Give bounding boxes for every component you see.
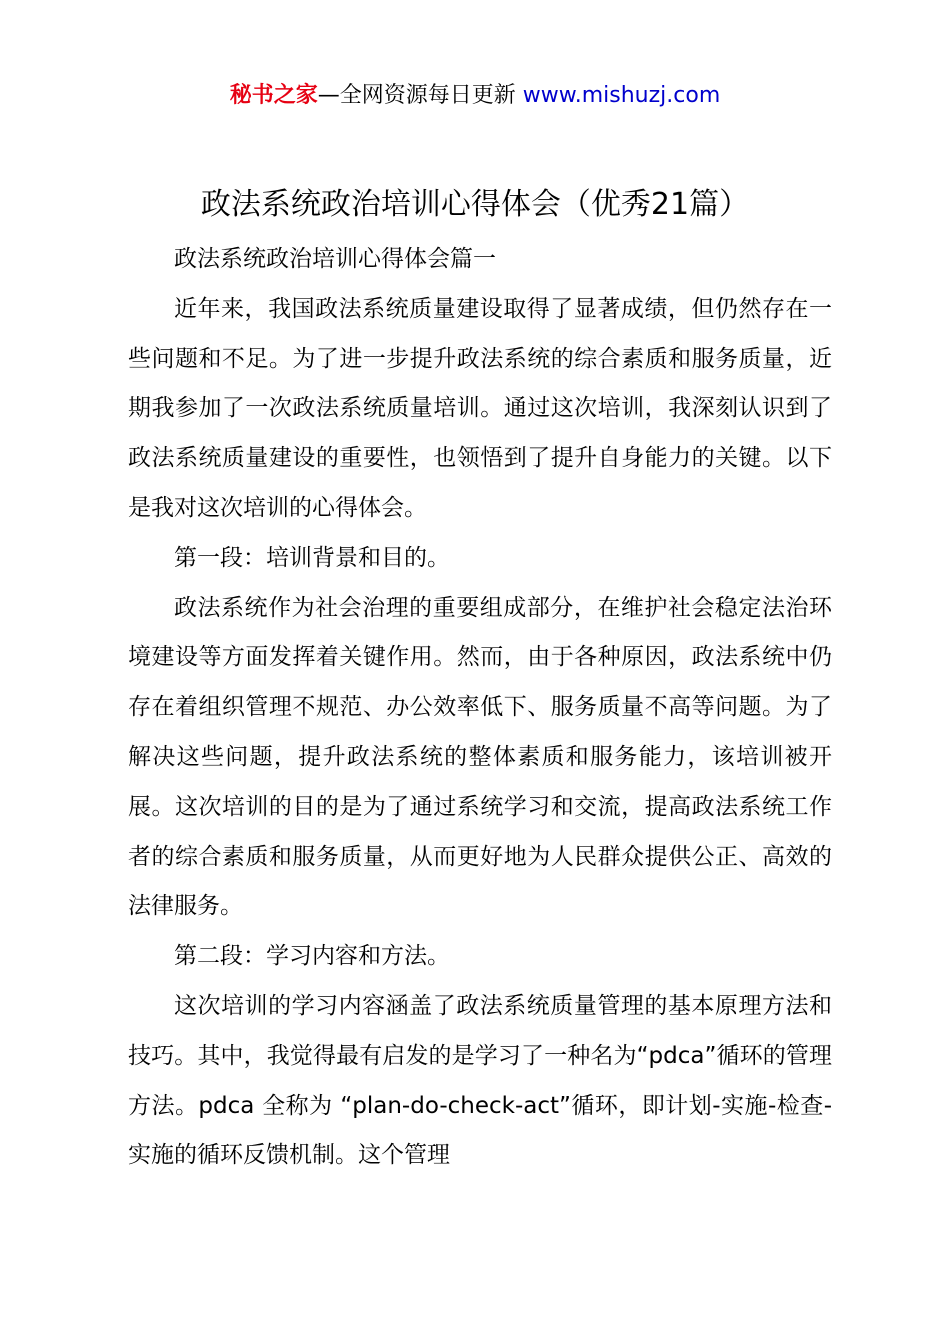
- paragraph: 政法系统作为社会治理的重要组成部分，在维护社会稳定法治环境建设等方面发挥着关键作用。然而，由于各种原因，政法系统中仍存在着组织管理不规范、办公效率低下、服务质量不高等问题。为了解决这些问题，提升政法系统的整体素质和服务能力，该培训被开展。这次培训的目的是为了通过系统学习和交流，提高政法系统工作者的综合素质和服务质量，从而更好地为人民群众提供公正、高效的法律服务。: [128, 594, 832, 920]
- paragraph: 近年来，我国政法系统质量建设取得了显著成绩，但仍然存在一些问题和不足。为了进一步提升政法系统的综合素质和服务质量，近期我参加了一次政法系统质量培训。通过这次培训，我深刻认识到了政法系统质量建设的重要性，也领悟到了提升自身能力的关键。以下是我对这次培训的心得体会。: [128, 295, 832, 521]
- brand-name: 秘书之家: [229, 83, 318, 108]
- header-tagline: —全网资源每日更新: [317, 83, 516, 108]
- site-url-link[interactable]: www.mishuzj.com: [522, 83, 721, 108]
- paragraph-heading: 第一段：培训背景和目的。: [174, 544, 450, 571]
- paragraph: 这次培训的学习内容涵盖了政法系统质量管理的基本原理方法和技巧。其中，我觉得最有启发的是学习了一种名为“pdca”循环的管理方法。pdca 全称为 “plan-do-check-act”循环，即计划-实施-检查-实施的循环反馈机制。这个管理: [128, 992, 832, 1169]
- document-title: 政法系统政治培训心得体会（优秀21篇）: [200, 187, 750, 222]
- paragraph-heading: 第二段：学习内容和方法。: [174, 943, 450, 970]
- section-heading: 政法系统政治培训心得体会篇一: [174, 246, 496, 272]
- document-body: [128, 235, 832, 1181]
- site-header: [0, 80, 950, 112]
